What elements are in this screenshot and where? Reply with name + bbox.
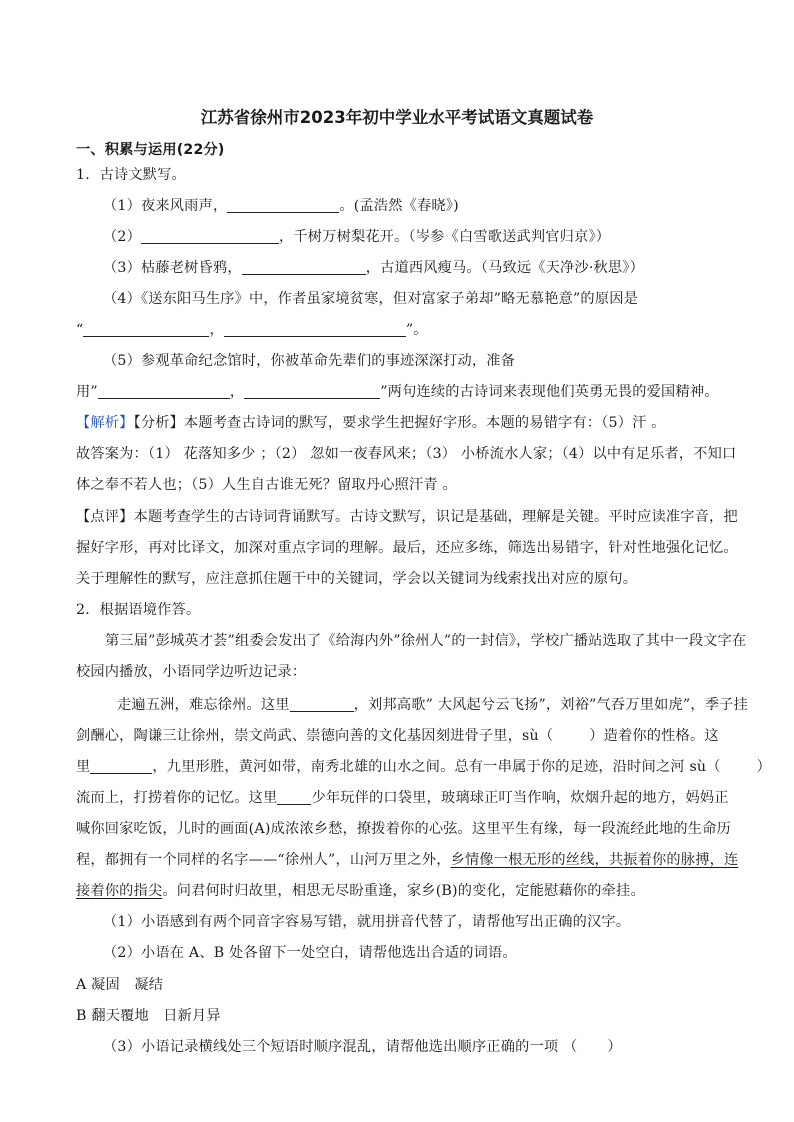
q1-comment-line-3: 关于理解性的默写，应注意抓住题干中的关键词，学会以关键词为线索找出对应的原句。: [76, 571, 638, 587]
q1-analysis: 【解析】【分析】本题考查古诗词的默写，要求学生把握好字形。本题的易错字有：（5）汗 。: [76, 415, 666, 431]
underlined-sentence: 接着你的指尖: [76, 883, 163, 899]
q1-item-3: （3）枯藤老树昏鸦， ，古道西风瘦马。（马致远《天净沙·秋思》）: [103, 260, 644, 276]
q1-item-5: （5）参观革命纪念馆时，你被革命先辈们的事迹深深打动，准备: [103, 353, 516, 369]
analysis-tag: 【解析】: [76, 415, 134, 431]
passage-line-2: 剑酬心，陶谦三让徐州，崇文尚武、崇德向善的文化基因刻进骨子里，sù（ ）造着你的性格。这: [76, 728, 719, 744]
answer-blank[interactable]: [227, 196, 339, 213]
page-title: 江苏省徐州市2023年初中学业水平考试语文真题试卷: [200, 108, 594, 127]
q1-answer-line-2: 体之奉不若人也；（5）人生自古谁无死？留取丹心照汗青 。: [76, 477, 457, 493]
answer-blank[interactable]: [242, 258, 366, 275]
q1-answer-line-1: 故答案为：（1） 花落知多少 ；（2） 忽如一夜春风来；（3） 小桥流水人家；（4）以中有足乐者，不知口: [76, 446, 737, 462]
q1-item-4: （4）《送东阳马生序》中，作者虽家境贫寒，但对富家子弟却”略无慕艳意”的原因是: [103, 291, 638, 307]
q1-comment-line-1: 【点评】本题考查学生的古诗词背诵默写。古诗文默写，识记是基础，理解是关键。平时应读准字音，把: [76, 509, 738, 525]
passage-line-7: 接着你的指尖。问君何时归故里，相思无尽盼重逢，家乡(B)的变化，定能慰藉你的牵挂。: [76, 883, 645, 899]
passage-line-3: 里 ，九里形胜，黄河如带，南秀北雄的山水之间。总有一串属于你的足迹，沿时间之河 sù（ ）: [76, 759, 772, 775]
question-1-stem: 1．古诗文默写。: [76, 167, 186, 183]
option-b: B 翻天覆地 日新月异: [76, 1008, 221, 1024]
answer-blank[interactable]: [141, 227, 279, 244]
q1-comment-line-2: 握好字形，再对比译文，加深对重点字词的理解。最后，还应多练，筛选出易错字，针对性地强化记忆。: [76, 540, 738, 556]
q1-item-2: （2） ，千树万树梨花开。（岑参《白雪歌送武判官归京》）: [103, 229, 611, 245]
phrase-blank[interactable]: [277, 788, 311, 805]
question-2-stem: 2．根据语境作答。: [76, 602, 201, 618]
section-heading: 一、积累与运用(22分): [76, 142, 225, 158]
q2-subquestion-1: （1）小语感到有两个同音字容易写错，就用拼音代替了，请帮他写出正确的汉字。: [103, 914, 631, 930]
q2-subquestion-2: （2）小语在 A、B 处各留下一处空白，请帮他选出合适的词语。: [103, 945, 517, 961]
underlined-sentence: 乡情像一根无形的丝线，共振着你的脉搏，连: [450, 852, 739, 868]
q2-intro-line-2: 校园内播放，小语同学边听边记录：: [76, 664, 307, 680]
q1-item-4-answer-line: “ ， ”。: [76, 322, 428, 338]
q1-item-5-answer-line: 用” ， ”两句连续的古诗词来表现他们英勇无畏的爱国精神。: [76, 384, 719, 400]
phrase-blank[interactable]: [290, 695, 354, 712]
q1-item-1: （1）夜来风雨声， 。(孟浩然《春晓》): [103, 198, 459, 214]
q2-intro-line-1: 第三届”彭城英才荟”组委会发出了《给海内外”徐州人”的一封信》，学校广播站选取了其中一段文字在: [105, 633, 747, 649]
answer-blank[interactable]: [83, 320, 209, 337]
answer-blank[interactable]: [224, 320, 406, 337]
answer-blank[interactable]: [244, 382, 380, 399]
passage-line-6: 程，都拥有一个同样的名字——“徐州人”，山河万里之外，乡情像一根无形的丝线，共振着你的脉搏，连: [76, 852, 739, 868]
phrase-blank[interactable]: [90, 757, 152, 774]
passage-line-4: 流而上，打捞着你的记忆。这里 少年玩伴的口袋里，玻璃球正叮当作响，炊烟升起的地方，妈妈正: [76, 790, 729, 806]
q2-subquestion-3: （3）小语记录横线处三个短语时顺序混乱，请帮他选出顺序正确的一项 （ ）: [103, 1039, 622, 1055]
passage-line-1: 走遍五洲，难忘徐州。这里 ，刘邦高歌” 大风起兮云飞扬”，刘裕”气吞万里如虎”，季子挂: [117, 697, 748, 713]
answer-blank[interactable]: [98, 382, 230, 399]
passage-line-5: 喊你回家吃饭，儿时的画面(A)成浓浓乡愁，撩拨着你的心弦。这里平生有缘，每一段流经此地的生命历: [76, 821, 731, 837]
option-a: A 凝固 凝结: [76, 977, 164, 993]
